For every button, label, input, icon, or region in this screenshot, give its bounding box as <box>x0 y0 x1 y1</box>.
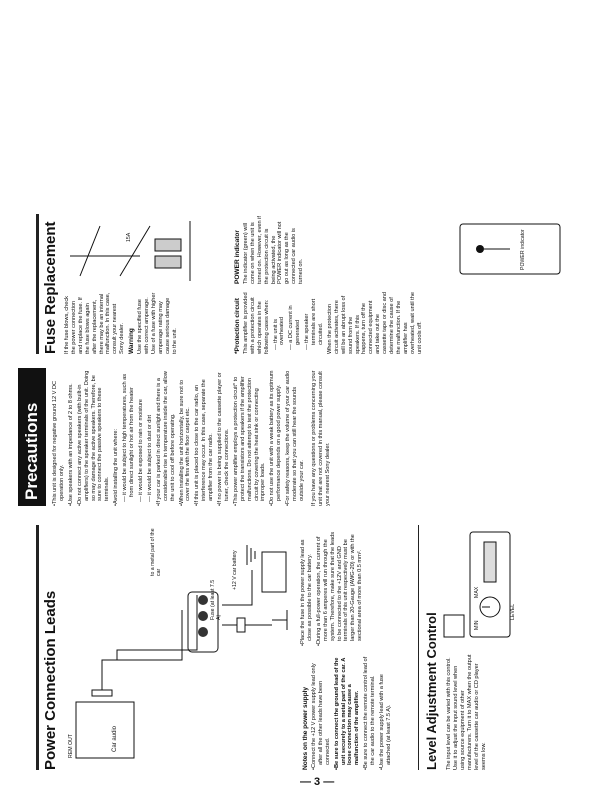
precaution-item: •Avoid installing the unit where: <box>113 428 120 506</box>
wiring-diagram <box>62 525 292 770</box>
precautions-list <box>52 370 334 506</box>
precaution-subitem: — it would be subject to high temperatures, such as from direct sunlight or hot air from the heater <box>122 373 136 502</box>
level-max-label: MAX <box>474 586 480 598</box>
amp-remote-line <box>92 690 112 696</box>
note-item: •During a full-power operation, the current of more than 6 amperes will run through the system. Therefore, make sure that the leads to be connected to the +12V and GND terminals of this unit respectively must be larger than 20-Gauge (AWG-20) or with the sectional area of more than 0.5 mm². <box>315 531 364 646</box>
precautions-title: Precautions <box>22 402 41 500</box>
fuse-replacement-title: Fuse Replacement <box>42 221 59 354</box>
level-knob-label: LEVEL <box>510 603 516 620</box>
precaution-item: •Use speakers with an impedance of 2 to 8 ohms. <box>67 383 74 506</box>
protection-heading: *Protection circuit <box>234 298 241 354</box>
power-indicator-text <box>232 216 307 284</box>
indicator-text: The indicator (green) will come on when the unit is turned on. However, even if the protection circuit is being activated, the POWER indicator will not go out as long as the connected car audio is turned on. <box>242 216 305 284</box>
ground-icon <box>247 545 255 565</box>
power-connection-column <box>0 525 599 770</box>
protection-circuit-text <box>232 292 426 354</box>
notes-heading: Notes on the power supply <box>302 686 309 770</box>
page-number: — 3 — <box>300 776 335 788</box>
precaution-item: •Do not use the unit with a weak battery as its optimum performance depends on a good power supply. <box>269 370 283 506</box>
precaution-item: •Do not connect any active speakers (with built-in amplifiers) to the speaker terminals of the unit. Doing so may damage the active speakers. Therefore, be sure to connect the passive speakers to these terminals. <box>76 370 111 506</box>
section-rule <box>418 525 419 770</box>
indicator-label: POWER indicator <box>520 229 526 270</box>
power-supply-notes <box>300 652 395 770</box>
battery-label: +12 V car battery <box>232 550 238 590</box>
fuse-intro: If the fuse blows, check the power connection and replace the fuse. If the fuse blows again after the replacement, there may be an internal malfunction. In this case, consult your nearest Sony dealer. <box>64 292 126 354</box>
note-item: •Connect the +12 V power supply lead only after all the other leads have been connected. <box>310 663 331 770</box>
note-item: •Be sure to connect the ground lead of the unit securely to a metal part of the car. A loose connection may cause a malfunction of the amplifier. <box>333 657 361 770</box>
section-rule <box>36 214 39 354</box>
precaution-subitem: — it would be exposed to rain or moisture <box>137 399 144 502</box>
protection-text: When the protection circuit activates, there will be an abrupt loss of sound from the speakers. If this happens, turn off the connected equipment and take out the cassette tape or disc and determine the cause of the malfunction. If the amplifier has overheated, wait until the unit cools off. <box>326 292 423 354</box>
precaution-item: •This unit is designed for negative ground 12 V DC operation only. <box>52 380 65 506</box>
warning-text: Use the specified fuse with correct amperage. Use of a fuse with higher amperage rating may cause serious damage to the unit. <box>137 292 178 354</box>
protection-item: — the speaker terminals are short circuited. <box>304 298 324 350</box>
precaution-item: •If your car is parked in direct sunlight and there is a considerable rise in temperature inside the car, allow the unit to cool off before operating. <box>155 371 176 506</box>
fuse-label: Fuse (at least 7.5 A) <box>210 579 222 620</box>
note-item: •Be sure to connect the remote control lead of the car audio to the remote terminal. <box>363 656 377 770</box>
fuse-icon <box>155 256 181 268</box>
fuse-replacement-illustration <box>60 214 210 286</box>
remote-out-label: REM OUT <box>68 734 74 758</box>
power-indicator-illustration <box>440 214 570 284</box>
indicator-heading: POWER indicator <box>234 230 241 284</box>
precautions-column <box>0 368 599 506</box>
fuse-icon <box>155 239 181 251</box>
power-supply-notes-right <box>300 528 366 646</box>
precautions-title-bar <box>18 368 46 506</box>
warning-heading: Warning <box>128 328 136 354</box>
fuse-icon <box>237 618 245 632</box>
precaution-item: •For safety reasons, keep the volume of your car audio moderate so that you can still hear the sounds outside your car. <box>285 370 305 506</box>
dealer-contact-note: If you have any questions or problems concerning your unit that are not covered in this manual, please consult your nearest Sony dealer. <box>310 370 331 506</box>
car-audio-label: Car audio <box>112 725 118 752</box>
metal-part-label: to a metal part of the car <box>150 528 162 576</box>
fuse-rating-label: 15A <box>126 232 132 242</box>
precaution-item: •This power amplifier employs a protection circuit* to protect the transistors and speakers if the amplifier malfunctions. Do not attempt to test the protection circuit by covering the heat sink or connecting improper loads. <box>232 376 267 506</box>
precaution-item: •If no power is being supplied to the cassette player or tuner, check the connections. <box>217 372 230 506</box>
power-connection-title: Power Connection Leads <box>42 590 59 770</box>
precaution-item: •When installing the unit horizontally, be sure not to cover the fins with the floor carpet etc. <box>178 380 192 506</box>
level-adjust-text: The input level can be varied with this control. Use it to adjust the input sound level when using source equipment of other manufacturers. Turn it to MAX when the output level of the cassette car audio or CD player seems low. <box>446 654 487 770</box>
section-rule <box>36 525 39 770</box>
level-control-illustration <box>440 527 520 642</box>
note-item: •Use the power supply lead with a fuse attached (at least 7.5 A). <box>379 674 392 770</box>
fuse-replacement-column <box>0 214 599 354</box>
battery-icon <box>262 552 286 592</box>
note-item: •Place the fuse in the power supply lead as close as possible to the car battery. <box>300 539 313 646</box>
precaution-item: •If this unit is placed too close to the car radio, an interference may occur. In this case, separate the amplifier from the car radio. <box>194 379 215 506</box>
fuse-replacement-text <box>64 292 181 354</box>
level-min-label: MIN <box>474 620 480 630</box>
car-audio-box <box>76 702 134 758</box>
terminal-connector <box>198 627 208 637</box>
level-adjust-title: Level Adjustment Control <box>424 612 439 770</box>
precaution-subitem: — it would be subject to dust or dirt <box>146 415 153 502</box>
protection-intro: This amplifier is provided with a protection circuit which operates in the following cases when: <box>242 292 270 354</box>
protection-item: — a DC current in generated <box>288 305 302 350</box>
protection-item: — the unit is overheated <box>272 317 286 350</box>
power-led-icon <box>476 245 484 253</box>
